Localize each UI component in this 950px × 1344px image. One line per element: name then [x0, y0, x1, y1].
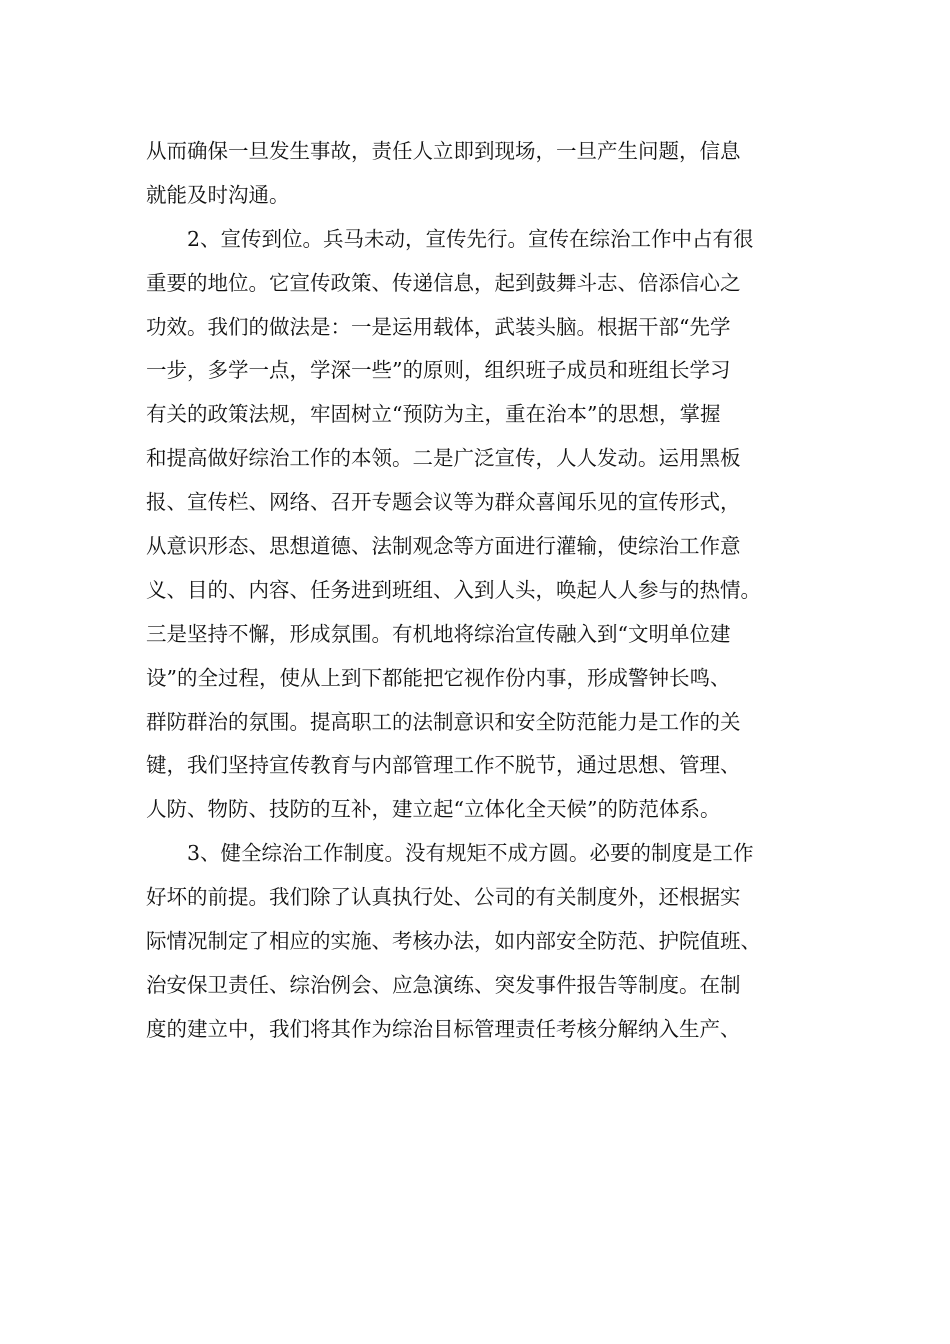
text-line: 人防、物防、技防的互补，建立起“立体化全天候”的防范体系。	[146, 797, 721, 822]
text-line: 键，我们坚持宣传教育与内部管理工作不脱节，通过思想、管理、	[146, 753, 741, 778]
text-line: 重要的地位。它宣传政策、传递信息，起到鼓舞斗志、倍添信心之	[146, 270, 741, 295]
text-line: 设”的全过程，使从上到下都能把它视作份内事，形成警钟长鸣、	[146, 665, 731, 690]
text-line: 治安保卫责任、综治例会、应急演练、突发事件报告等制度。在制	[146, 972, 741, 997]
text-line: 从而确保一旦发生事故，责任人立即到现场，一旦产生问题，信息	[146, 139, 741, 163]
text-line: 从意识形态、思想道德、法制观念等方面进行灌输，使综治工作意	[146, 534, 741, 559]
text-line: 报、宣传栏、网络、召开专题会议等为群众喜闻乐见的宣传形式，	[146, 490, 741, 515]
text-line: 3、健全综治工作制度。没有规矩不成方圆。必要的制度是工作	[146, 841, 754, 866]
text-line: 度的建立中，我们将其作为综治目标管理责任考核分解纳入生产、	[146, 1016, 741, 1041]
text-line: 好坏的前提。我们除了认真执行处、公司的有关制度外，还根据实	[146, 885, 741, 910]
text-line: 群防群治的氛围。提高职工的法制意识和安全防范能力是工作的关	[146, 709, 741, 734]
text-line: 际情况制定了相应的实施、考核办法，如内部安全防范、护院值班、	[146, 929, 761, 954]
text-line: 三是坚持不懈，形成氛围。有机地将综治宣传融入到“文明单位建	[146, 621, 731, 646]
text-line: 一步，多学一点，学深一些”的原则，组织班子成员和班组长学习	[146, 358, 731, 383]
text-line: 功效。我们的做法是：一是运用载体，武装头脑。根据干部“先学	[146, 314, 731, 339]
body-text	[146, 130, 806, 1052]
text-line: 就能及时沟通。	[146, 182, 290, 207]
text-line: 和提高做好综治工作的本领。二是广泛宣传，人人发动。运用黑板	[146, 446, 741, 471]
text-line: 2、宣传到位。兵马未动，宣传先行。宣传在综治工作中占有很	[146, 226, 754, 251]
text-line: 义、目的、内容、任务进到班组、入到人头，唤起人人参与的热情。	[146, 577, 761, 602]
text-line: 有关的政策法规，牢固树立“预防为主，重在治本”的思想，掌握	[146, 402, 721, 427]
